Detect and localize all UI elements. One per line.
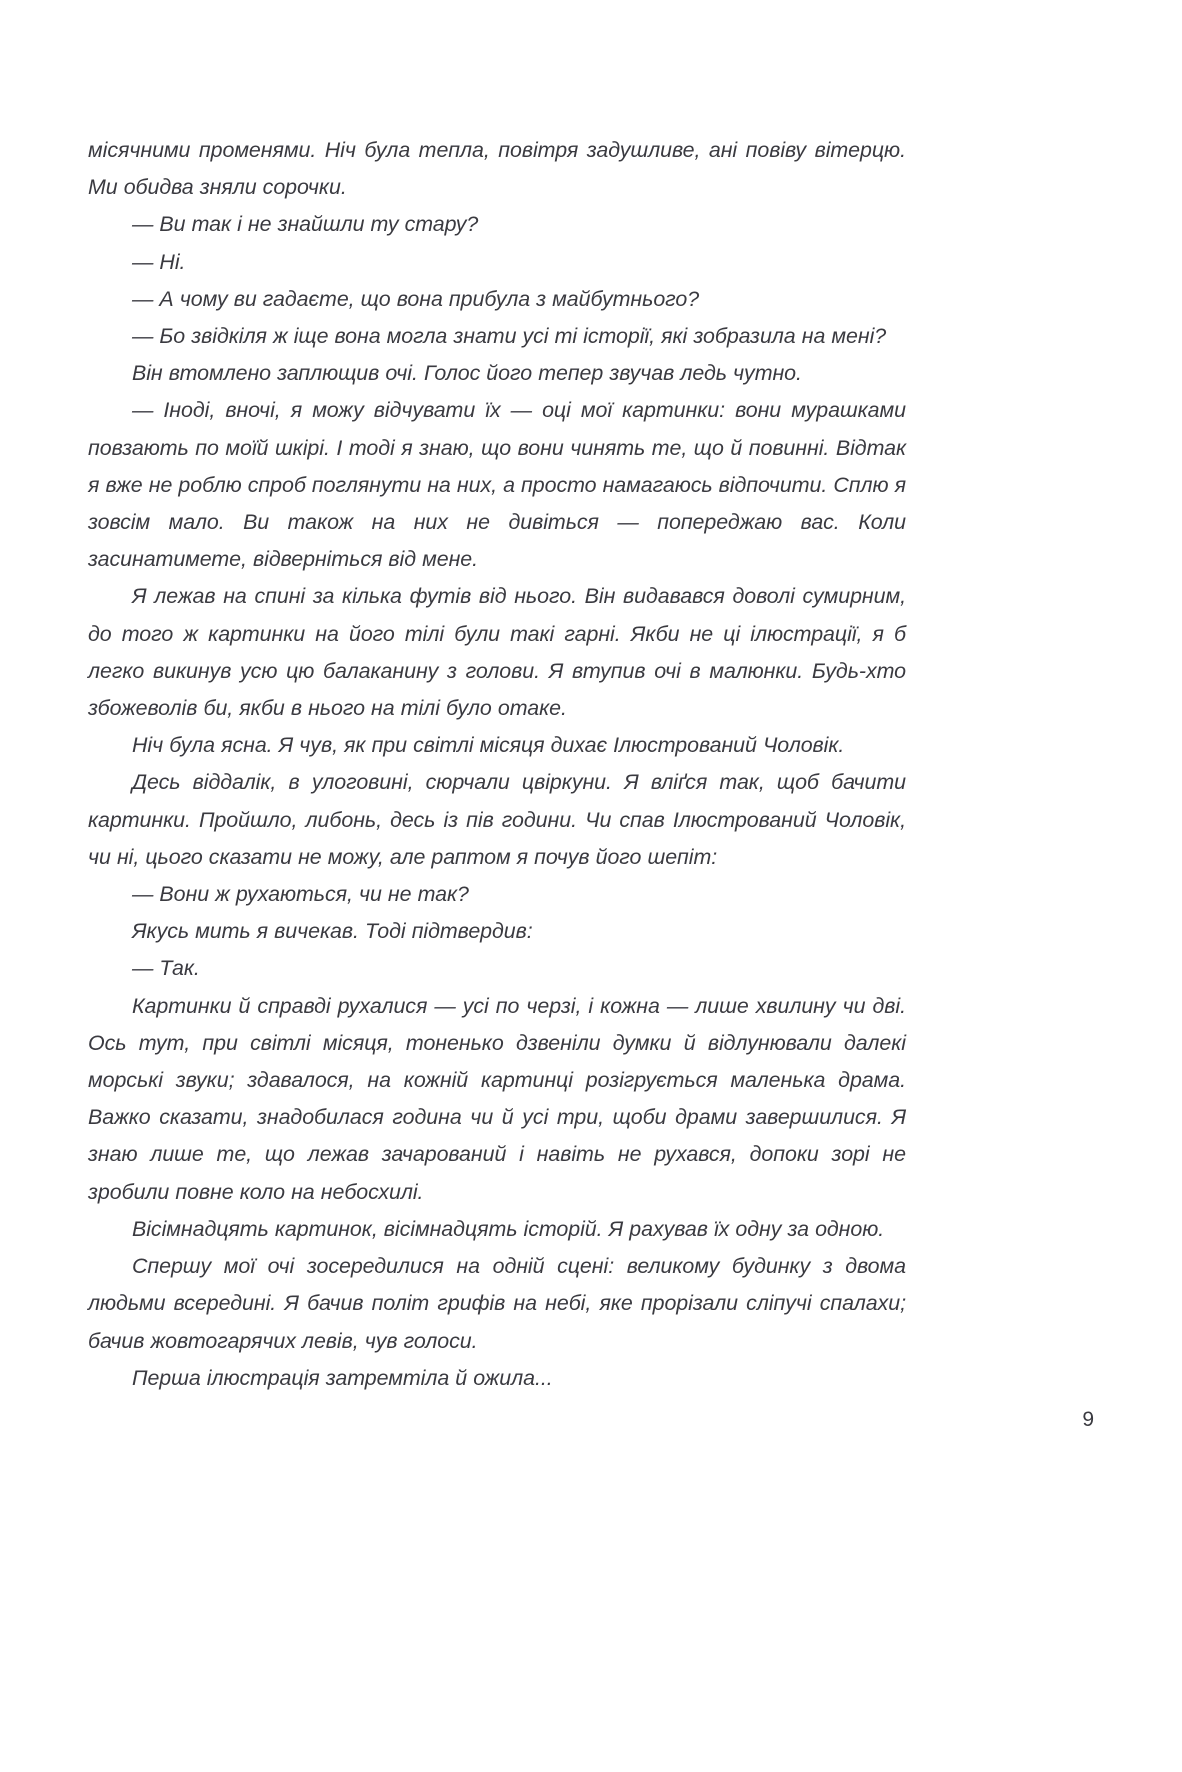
paragraph: місячними променями. Ніч була тепла, повітря задушливе, ані повіву вітерцю. Ми обидва зняли сорочки. [88, 138, 906, 200]
paragraph: Він втомлено заплющив очі. Голос його тепер звучав ледь чутно. [132, 361, 802, 386]
paragraph: Вісімнадцять картинок, вісімнадцять історій. Я рахував їх одну за одною. [132, 1216, 885, 1241]
paragraph: — Іноді, вночі, я можу відчувати їх — оці мої картинки: вони мурашками повзають по моїй шкірі. І тоді я знаю, що вони чинять те, що й повинні. Відтак я вже не роблю спроб поглянути на них, а просто намагаюсь відпочити. Сплю я зовсім мало. Ви також на них не дивіться — попереджаю вас. Коли засинатимете, відверніться від мене. [88, 398, 906, 572]
page-text-column [88, 132, 906, 1397]
dialogue-line: — Ні. [132, 249, 186, 274]
paragraph: Я лежав на спині за кілька футів від нього. Він видавався доволі сумирним, до того ж картинки на його тілі були такі гарні. Якби не ці ілюстрації, я б легко викинув усю цю балаканину з голови. Я втупив очі в малюнки. Будь-хто збожеволів би, якби в нього на тілі було отаке. [88, 584, 906, 721]
paragraph: Десь віддалік, в улоговині, сюрчали цвіркуни. Я вліґся так, щоб бачити картинки. Пройшло, либонь, десь із пів години. Чи спав Ілюстрований Чоловік, чи ні, цього сказати не можу, але раптом я почув його шепіт: [88, 770, 906, 869]
paragraph: Картинки й справді рухалися — усі по черзі, і кожна — лише хвилину чи дві. Ось тут, при світлі місяця, тоненько дзвеніли думки й відлунювали далекі морські звуки; здавалося, на кожній картинці розігрується маленька драма. Важко сказати, знадобилася година чи й усі три, щоби драми завершилися. Я знаю лише те, що лежав зачарований і навіть не рухався, допоки зорі не зробили повне коло на небосхилі. [88, 993, 906, 1204]
dialogue-line: — Вони ж рухаються, чи не так? [132, 882, 469, 907]
paragraph: Ніч була ясна. Я чув, як при світлі місяця дихає Ілюстрований Чоловік. [132, 733, 845, 758]
dialogue-line: — Так. [132, 956, 200, 981]
dialogue-line: — Бо звідкіля ж іще вона могла знати усі ті історії, які зобразила на мені? [132, 324, 887, 349]
paragraph: Спершу мої очі зосередилися на одній сцені: великому будинку з двома людьми всередині. Я бачив політ грифів на небі, яке прорізали сліпучі спалахи; бачив жовтогарячих левів, чув голоси. [88, 1254, 906, 1353]
page-number: 9 [1082, 1408, 1094, 1431]
dialogue-line: — А чому ви гадаєте, що вона прибула з майбутнього? [132, 286, 700, 311]
dialogue-line: — Ви так і не знайшли ту стару? [132, 212, 479, 237]
paragraph: Якусь мить я вичекав. Тоді підтвердив: [132, 919, 533, 944]
paragraph: Перша ілюстрація затремтіла й ожила... [132, 1365, 553, 1390]
